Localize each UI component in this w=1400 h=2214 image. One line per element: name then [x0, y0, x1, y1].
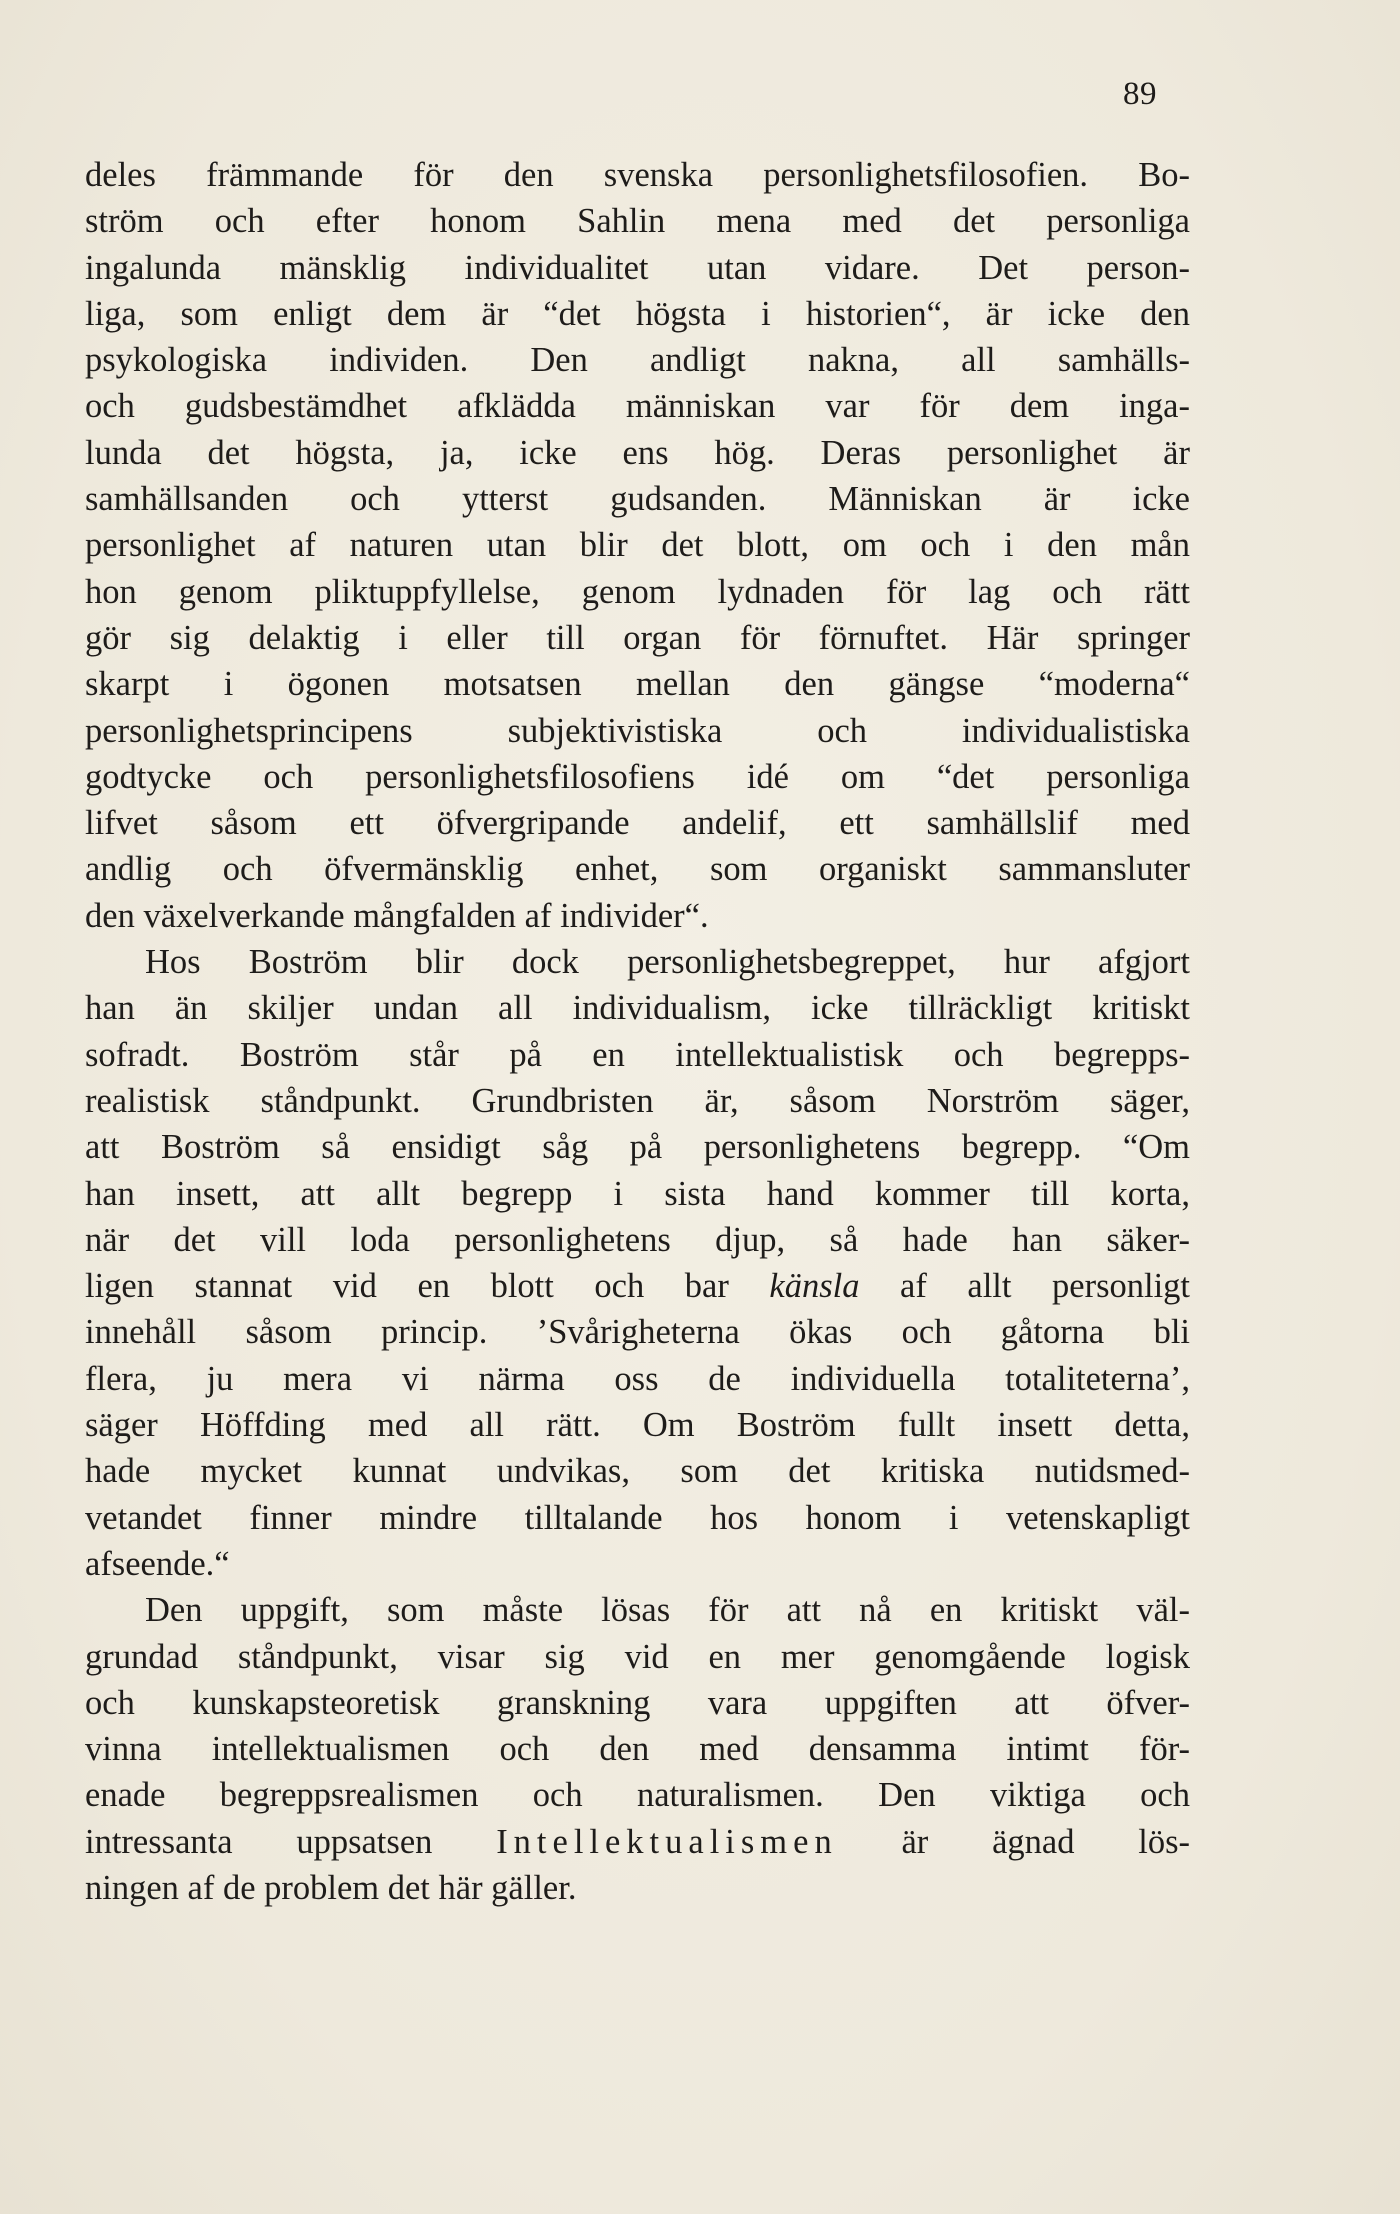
text-line: hon genom pliktuppfyllelse, genom lydnaden för lag och rätt	[85, 572, 1190, 611]
text-line: när det vill loda personlighetens djup, så hade han säker-	[85, 1220, 1190, 1259]
text-segment: är ägnad lös-	[837, 1822, 1190, 1861]
body-text	[85, 152, 1190, 1911]
text-line: den växelverkande mångfalden af individer“.	[85, 896, 709, 935]
text-line: Hos Boström blir dock personlighetsbegreppet, hur afgjort	[145, 943, 1190, 982]
text-line: personlighet af naturen utan blir det blott, om och i den mån	[85, 526, 1190, 565]
text-line: deles främmande för den svenska personlighetsfilosofien. Bo-	[85, 156, 1190, 194]
text-line: ingalunda mänsklig individualitet utan vidare. Det person-	[85, 248, 1190, 287]
text-line: afseende.“	[85, 1544, 230, 1583]
italic-text: känsla	[769, 1267, 860, 1306]
text-line: samhällsanden och ytterst gudsanden. Människan är icke	[85, 480, 1190, 519]
text-line	[85, 1819, 1190, 1865]
text-line: vinna intellektualismen och den med densamma intimt för-	[85, 1730, 1190, 1769]
text-line: skarpt i ögonen motsatsen mellan den gängse “moderna“	[85, 665, 1190, 704]
text-line: ström och efter honom Sahlin mena med det personliga	[85, 202, 1190, 241]
text-line: vetandet finner mindre tilltalande hos honom i vetenskapligt	[85, 1498, 1190, 1537]
text-line: lunda det högsta, ja, icke ens hög. Deras personlighet är	[85, 433, 1190, 472]
text-line: säger Höffding med all rätt. Om Boström fullt insett detta,	[85, 1406, 1190, 1445]
text-line: och kunskapsteoretisk granskning vara uppgiften att öfver-	[85, 1683, 1190, 1722]
text-line: ningen af de problem det här gäller.	[85, 1868, 577, 1907]
text-line: han än skiljer undan all individualism, icke tillräckligt kritiskt	[85, 989, 1190, 1028]
text-line: godtycke och personlighetsfilosofiens idé om “det personliga	[85, 757, 1190, 796]
text-line: andlig och öfvermänsklig enhet, som organiskt sammansluter	[85, 850, 1190, 889]
page-number: 89	[1123, 76, 1157, 112]
text-line: sofradt. Boström står på en intellektualistisk och begrepps-	[85, 1035, 1190, 1074]
text-line: innehåll såsom princip. ’Svårigheterna ökas och gåtorna bli	[85, 1313, 1190, 1352]
text-line: gör sig delaktig i eller till organ för förnuftet. Här springer	[85, 618, 1190, 657]
text-line: grundad ståndpunkt, visar sig vid en mer genomgående logisk	[85, 1637, 1190, 1676]
text-line: flera, ju mera vi närma oss de individuella totaliteterna’,	[85, 1359, 1190, 1398]
text-line: och gudsbestämdhet afklädda människan var för dem inga-	[85, 387, 1190, 426]
text-line: att Boström så ensidigt såg på personlighetens begrepp. “Om	[85, 1128, 1190, 1167]
text-line: realistisk ståndpunkt. Grundbristen är, såsom Norström säger,	[85, 1081, 1190, 1120]
text-segment: intressanta uppsatsen	[85, 1822, 497, 1861]
text-line: enade begreppsrealismen och naturalismen. Den viktiga och	[85, 1776, 1190, 1815]
text-line	[85, 1263, 1190, 1309]
text-line: hade mycket kunnat undvikas, som det kritiska nutidsmed-	[85, 1452, 1190, 1491]
text-segment: ligen stannat vid en blott och bar	[85, 1267, 770, 1306]
text-line: lifvet såsom ett öfvergripande andelif, ett samhällslif med	[85, 804, 1190, 843]
text-line: Den uppgift, som måste lösas för att nå en kritiskt väl-	[145, 1591, 1190, 1630]
spaced-text: Intellektualismen	[496, 1822, 838, 1861]
text-line: han insett, att allt begrepp i sista hand kommer till korta,	[85, 1174, 1190, 1213]
text-line: personlighetsprincipens subjektivistiska och individualistiska	[85, 711, 1190, 750]
text-line: psykologiska individen. Den andligt nakna, all samhälls-	[85, 341, 1190, 380]
text-line: liga, som enligt dem är “det högsta i historien“, är icke den	[85, 294, 1190, 333]
text-segment: af allt personligt	[859, 1267, 1190, 1306]
